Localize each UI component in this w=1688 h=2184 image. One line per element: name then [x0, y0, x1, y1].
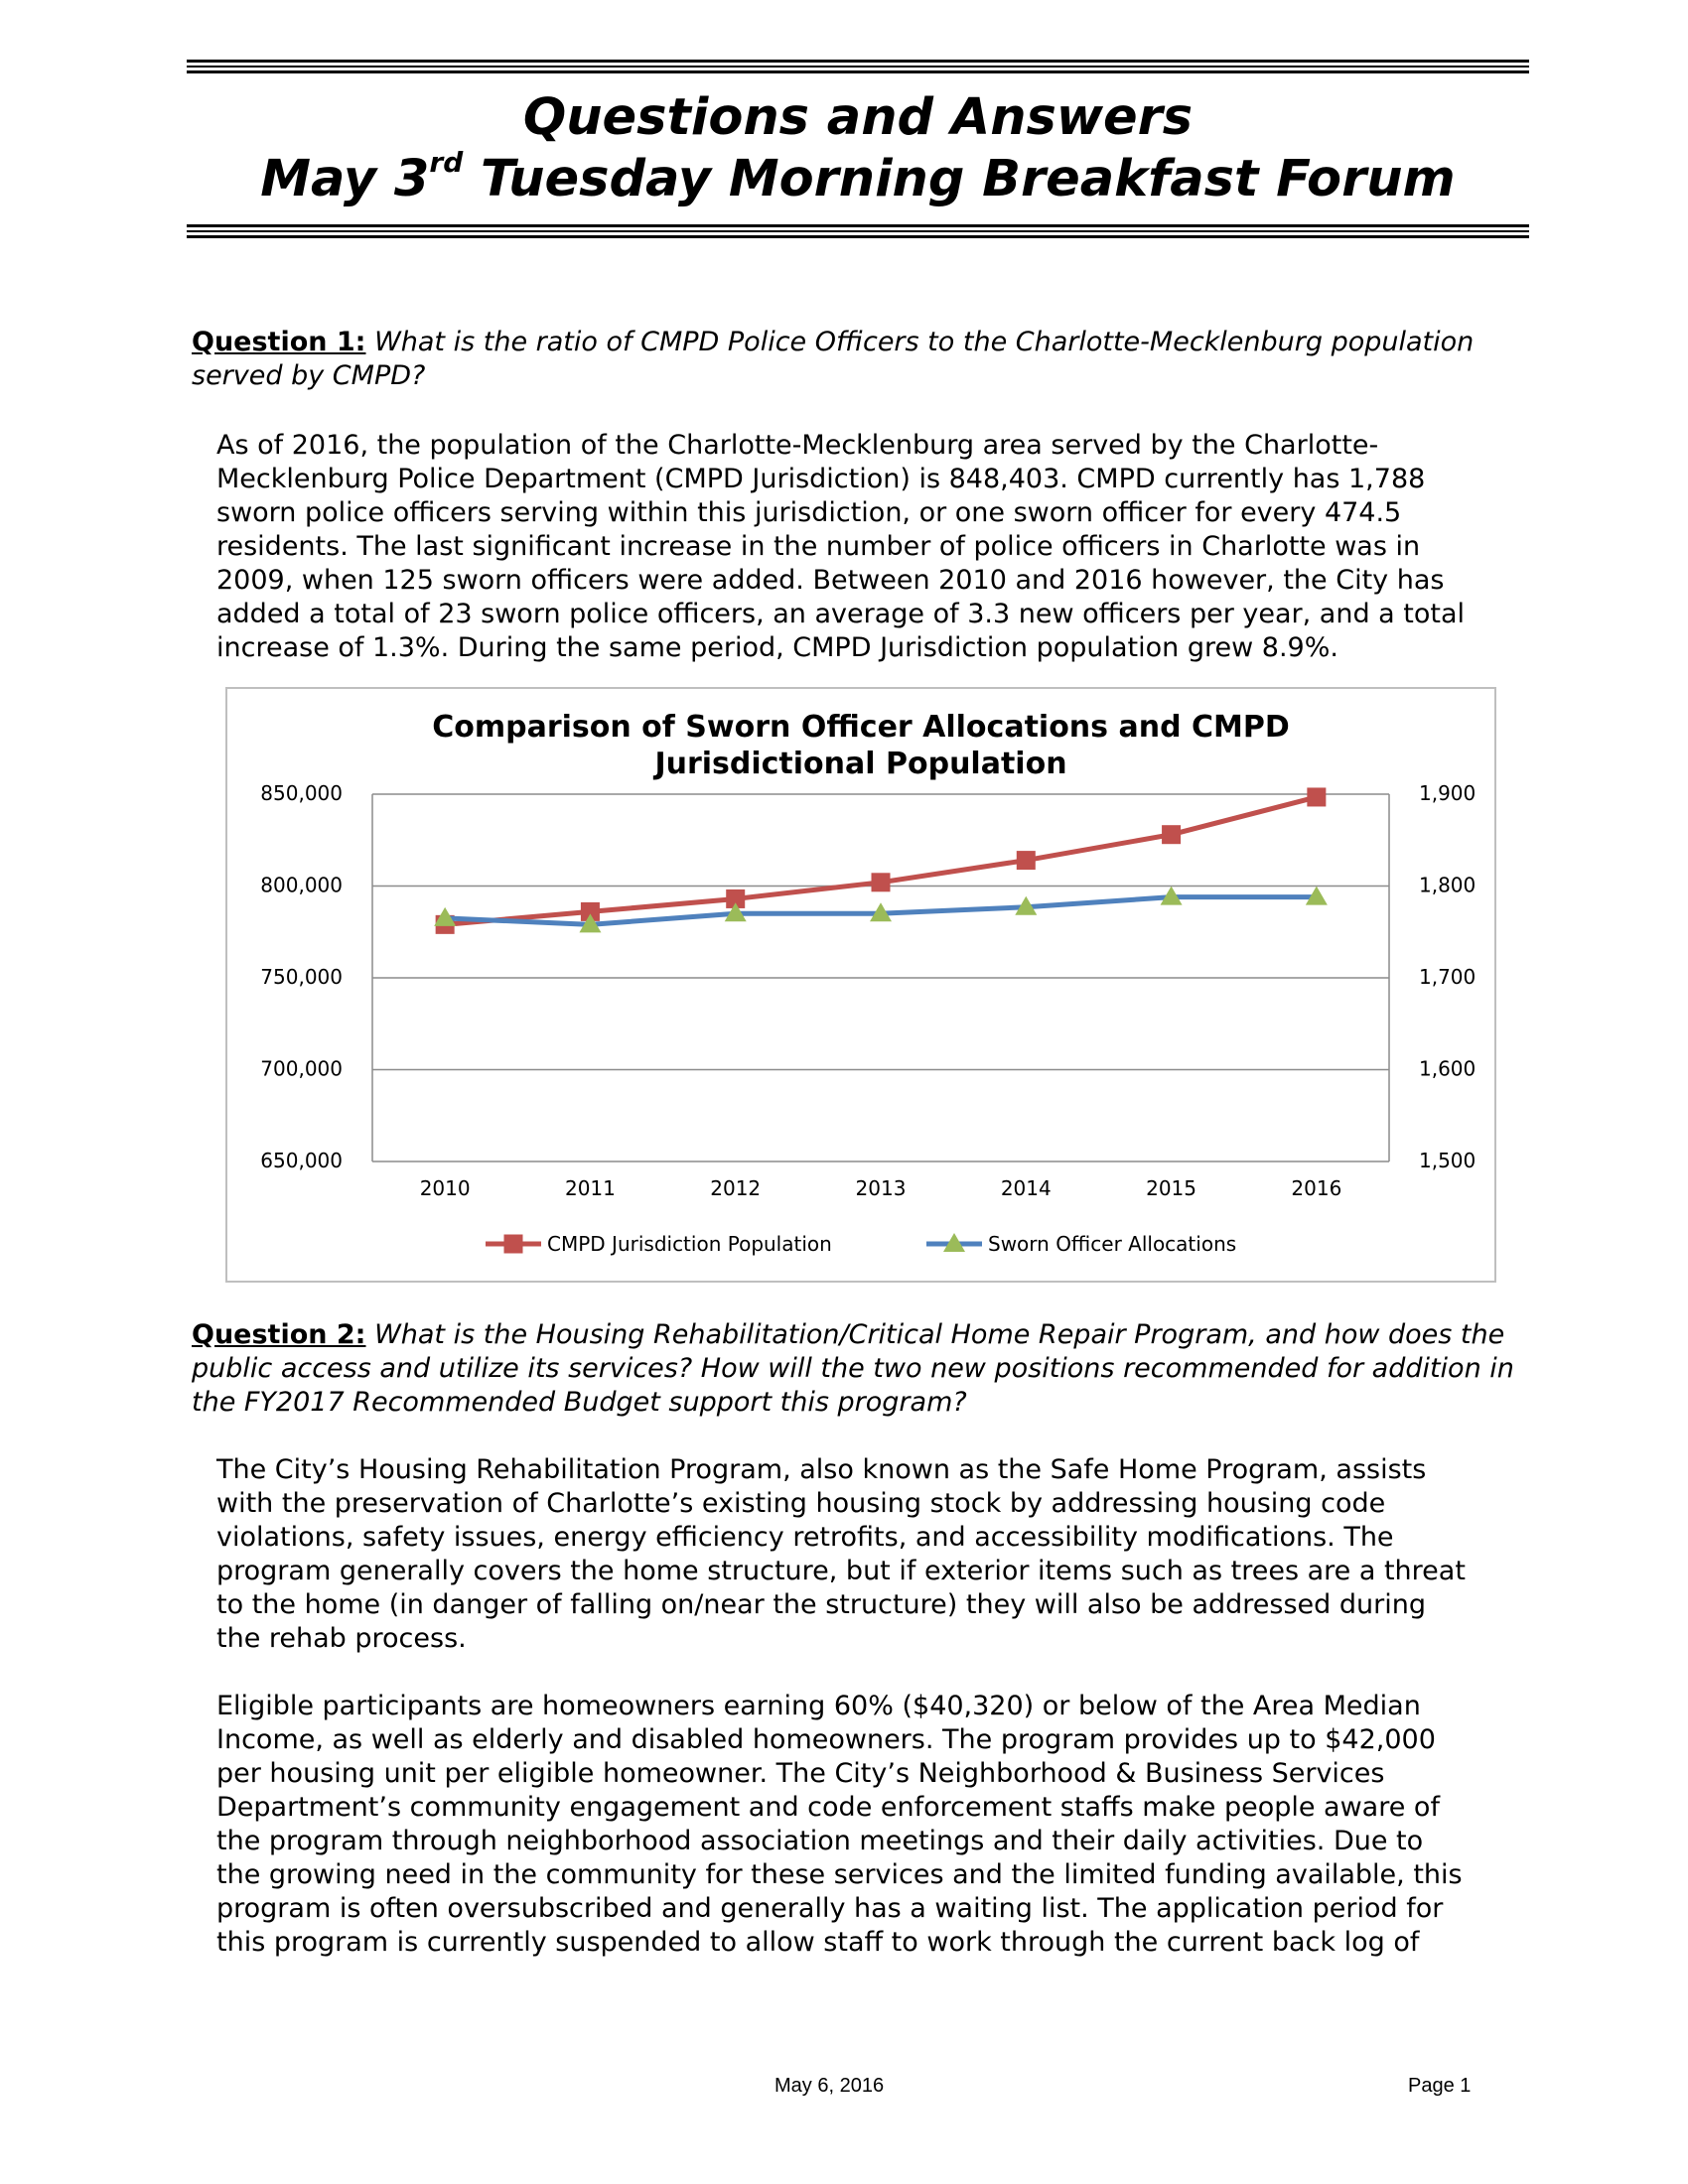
chart-title-line-2: Jurisdictional Population	[654, 747, 1067, 781]
chart-x-tick-label: 2011	[564, 1176, 616, 1200]
title-line-2	[187, 146, 1529, 210]
chart-y-left-tick-label: 850,000	[260, 781, 343, 805]
footer-page-number: Page 1	[1408, 2075, 1472, 2097]
chart-series-1-point	[1163, 826, 1181, 844]
chart-y-right-tick-label: 1,800	[1419, 873, 1477, 897]
question-2-label: Question 2:	[192, 1319, 366, 1350]
chart-y-right-tick-label: 1,900	[1419, 781, 1477, 805]
title-ordinal-suffix: rd	[429, 146, 464, 179]
chart-legend-label-2: Sworn Officer Allocations	[988, 1232, 1237, 1256]
header-rule-bottom	[187, 224, 1529, 241]
question-1-text: What is the ratio of CMPD Police Officers to the Charlotte-Mecklenburg population served by CMPD?	[192, 327, 1475, 391]
chart-series-1-point	[1017, 852, 1035, 870]
chart-x-tick-label: 2010	[419, 1176, 471, 1200]
question-2-answer-1: The City’s Housing Rehabilitation Program, also known as the Safe Home Program, assists with the preservation of Charlotte’s existing housing stock by addressing housing code violations, safety issues, energy efficiency retrofits, and accessibility modifications. The program generally covers the home structure, but if exterior items such as trees are a threat to the home (in danger of falling on/near the structure) they will also be addressed during the rehab process.	[216, 1454, 1466, 1654]
chart-y-left-tick-label: 700,000	[260, 1056, 343, 1081]
chart-y-right-tick-label: 1,500	[1419, 1149, 1477, 1172]
question-1-label: Question 1:	[192, 327, 366, 357]
footer-date: May 6, 2016	[774, 2075, 885, 2097]
title-line-2-date: May 3	[260, 150, 430, 208]
chart-x-tick-label: 2016	[1291, 1176, 1342, 1200]
title-line-2-event: Tuesday Morning Breakfast Forum	[463, 150, 1456, 208]
chart-legend-label-1: CMPD Jurisdiction Population	[547, 1232, 832, 1256]
page-title	[187, 87, 1529, 210]
chart-series-1-point	[1308, 788, 1326, 806]
chart-x-tick-label: 2015	[1146, 1176, 1197, 1200]
question-1-answer: As of 2016, the population of the Charlotte-Mecklenburg area served by the Charlotte- Mecklenburg Police Department (CMPD Jurisdiction) is 848,403. CMPD currently has 1,788 sworn police officers serving within this jurisdiction, or one sworn officer for every 474.5 residents. The last significant increase in the number of police officers in Charlotte was in 2009, when 125 sworn officers were added. Between 2010 and 2016 however, the City has added a total of 23 sworn police officers, an average of 3.3 new officers per year, and a total increase of 1.3%. During the same period, CMPD Jurisdiction population grew 8.9%.	[216, 430, 1466, 663]
chart-x-tick-label: 2013	[855, 1176, 907, 1200]
question-2-text: What is the Housing Rehabilitation/Critical Home Repair Program, and how does the public access and utilize its services? How will the two new positions recommended for addition in the FY2017 Recommended Budget support this program?	[192, 1319, 1514, 1418]
question-2	[192, 1318, 1522, 1420]
question-2-answer-2: Eligible participants are homeowners earning 60% ($40,320) or below of the Area Median Income, as well as elderly and disabled homeowners. The program provides up to $42,000 per housing unit per eligible homeowner. The City’s Neighborhood & Business Services Department’s community engagement and code enforcement staffs make people aware of the program through neighborhood association meetings and their daily activities. Due to the growing need in the community for these services and the limited funding available, this program is often oversubscribed and generally has a waiting list. The application period for this program is currently suspended to allow staff to work through the current back log of	[216, 1691, 1463, 1958]
chart-y-left-tick-label: 750,000	[260, 965, 343, 989]
chart-y-left-tick-label: 800,000	[260, 873, 343, 897]
chart-y-right-tick-label: 1,700	[1419, 965, 1477, 989]
chart-legend-marker-1	[504, 1235, 522, 1253]
comparison-chart	[227, 689, 1494, 1281]
chart-frame	[225, 687, 1496, 1283]
question-1	[192, 326, 1522, 393]
chart-y-right-tick-label: 1,600	[1419, 1056, 1477, 1081]
chart-title-line-1: Comparison of Sworn Officer Allocations and CMPD	[432, 710, 1290, 745]
chart-x-tick-label: 2014	[1000, 1176, 1052, 1200]
chart-x-tick-label: 2012	[710, 1176, 762, 1200]
chart-y-left-tick-label: 650,000	[260, 1149, 343, 1172]
chart-series-1-point	[872, 874, 890, 891]
header-rule-top	[187, 60, 1529, 76]
title-line-1: Questions and Answers	[522, 88, 1194, 147]
